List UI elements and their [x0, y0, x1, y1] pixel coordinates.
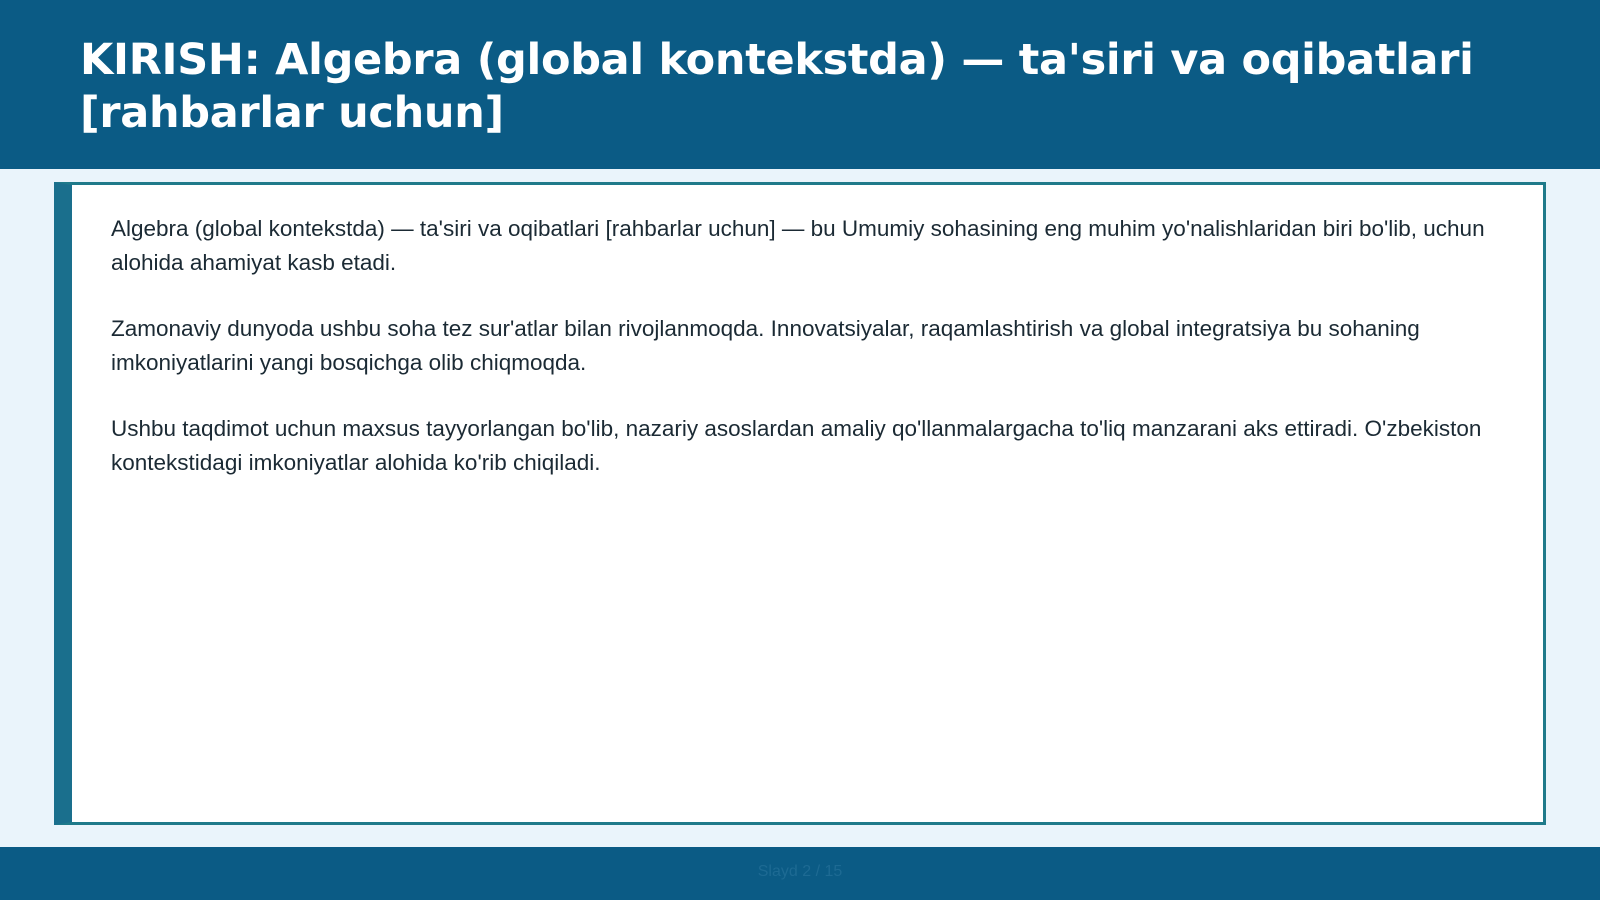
paragraph-presentation-purpose: Ushbu taqdimot uchun maxsus tayyorlangan bo'lib, nazariy asoslardan amaliy qo'llanmalargacha to'liq manzarani aks ettiradi. O'zbekiston kontekstidagi imkoniyatlar alohida ko'rib chiqiladi.	[111, 416, 1482, 475]
paragraph-intro: Algebra (global kontekstda) — ta'siri va oqibatlari [rahbarlar uchun] — bu Umumiy sohasining eng muhim yo'nalishlaridan biri bo'lib, uchun alohida ahamiyat kasb etadi.	[111, 216, 1485, 275]
slide-number: Slayd 2 / 15	[757, 863, 843, 880]
slide-title: KIRISH: Algebra (global kontekstda) — ta'siri va oqibatlari [rahbarlar uchun]	[80, 35, 1474, 138]
content-text	[111, 212, 1491, 512]
footer-bar	[0, 847, 1600, 900]
paragraph-modern-world: Zamonaviy dunyoda ushbu soha tez sur'atlar bilan rivojlanmoqda. Innovatsiyalar, raqamlashtirish va global integratsiya bu sohaning imkoniyatlarini yangi bosqichga olib chiqmoqda.	[111, 316, 1420, 375]
header-bar	[0, 0, 1600, 169]
